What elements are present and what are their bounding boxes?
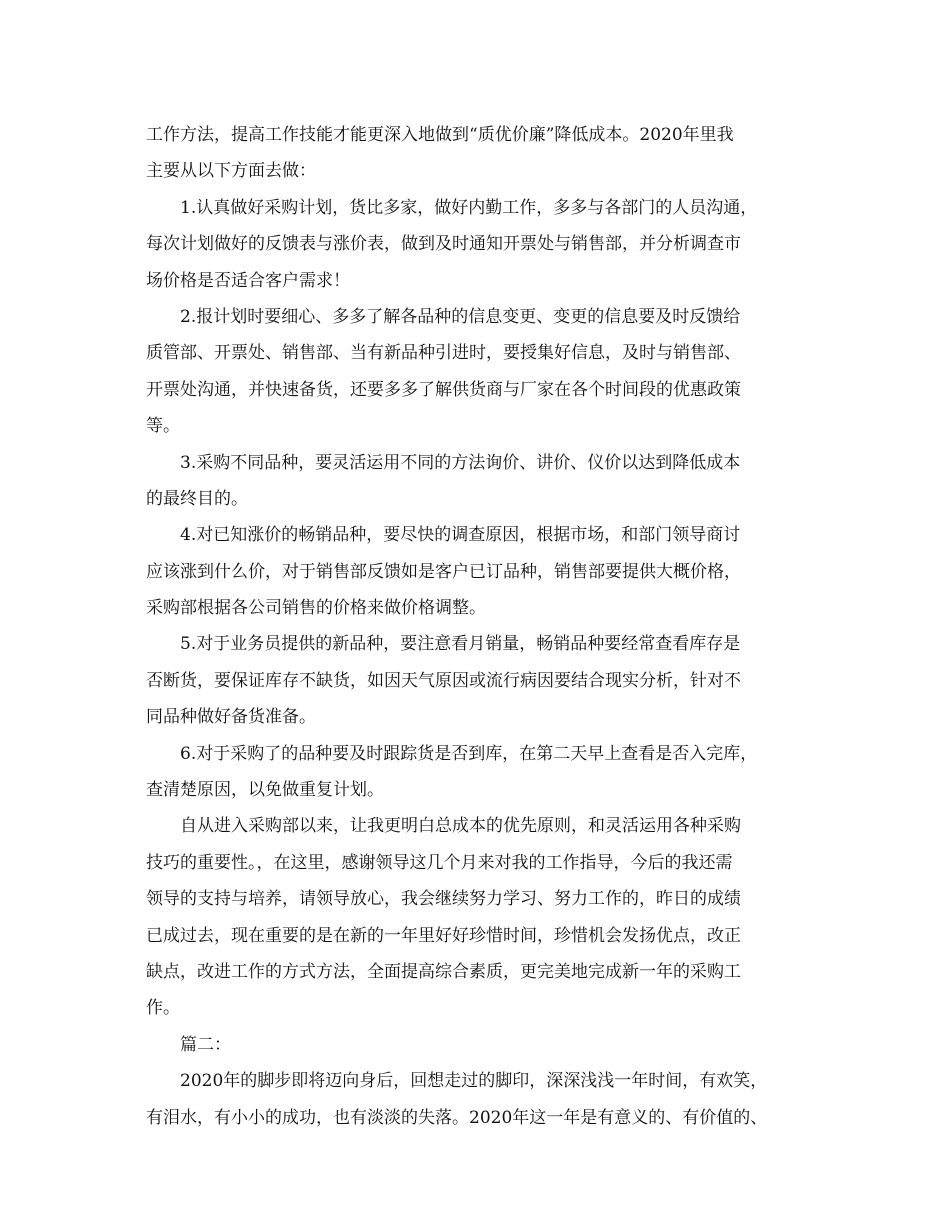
text-line: 查清楚原因，以免做重复计划。 (146, 780, 384, 801)
text-line: 技巧的重要性。，在这里，感谢领导这几个月来对我的工作指导，今后的我还需 (146, 852, 733, 873)
text-line: 等。 (146, 416, 180, 437)
list-item-4-line: 4.对已知涨价的畅销品种，要尽快的调查原因，根据市场，和部门领导商讨 (180, 525, 741, 546)
list-item-1-line: 1.认真做好采购计划，货比多家，做好内勤工作，多多与各部门的人员沟通， (180, 197, 758, 218)
text-line: 有泪水，有小小的成功，也有淡淡的失落。2020年这一年是有意义的、有价值的、 (146, 1107, 768, 1128)
text-line: 主要从以下方面去做： (146, 161, 316, 182)
text-line: 应该涨到什么价，对于销售部反馈如是客户已订品种，销售部要提供大概价格， (146, 561, 741, 582)
text-line: 每次计划做好的反馈表与涨价表，做到及时通知开票处与销售部，并分析调查市 (146, 234, 741, 255)
text-line: 同品种做好备货准备。 (146, 707, 316, 728)
text-line: 否断货，要保证库存不缺货，如因天气原因或流行病因要结合现实分析，针对不 (146, 670, 741, 691)
document-body (146, 117, 816, 1136)
list-item-6-line: 6.对于采购了的品种要及时跟踪货是否到库，在第二天早上查看是否入完库， (180, 743, 758, 764)
text-line: 质管部、开票处、销售部、当有新品种引进时，要授集好信息，及时与销售部、 (146, 343, 741, 364)
section-heading: 篇二： (180, 1034, 231, 1055)
text-line: 缺点，改进工作的方式方法，全面提高综合素质，更完美地完成新一年的采购工 (146, 961, 741, 982)
text-line: 开票处沟通，并快速备货，还要多多了解供货商与厂家在各个时间段的优惠政策 (146, 379, 741, 400)
list-item-3-line: 3.采购不同品种，要灵活运用不同的方法询价、讲价、仪价以达到降低成本 (180, 452, 741, 473)
list-item-2-line: 2.报计划时要细心、多多了解各品种的信息变更、变更的信息要及时反馈给 (180, 306, 741, 327)
text-line: 场价格是否适合客户需求！ (146, 270, 350, 291)
text-line: 工作方法，提高工作技能才能更深入地做到“质优价廉”降低成本。2020年里我 (146, 125, 734, 145)
text-line: 的最终目的。 (146, 488, 248, 509)
text-line: 采购部根据各公司销售的价格来做价格调整。 (146, 598, 486, 619)
text-line: 领导的支持与培养，请领导放心，我会继续努力学习、努力工作的，昨日的成绩 (146, 889, 741, 910)
paragraph-line: 2020年的脚步即将迈向身后，回想走过的脚印，深深浅浅一年时间，有欢笑， (180, 1071, 768, 1092)
paragraph-line: 自从进入采购部以来，让我更明白总成本的优先原则，和灵活运用各种采购 (180, 816, 741, 837)
list-item-5-line: 5.对于业务员提供的新品种，要注意看月销量，畅销品种要经常查看库存是 (180, 634, 741, 655)
text-line: 已成过去，现在重要的是在新的一年里好好珍惜时间，珍惜机会发扬优点，改正 (146, 925, 741, 946)
text-line: 作。 (146, 998, 180, 1019)
